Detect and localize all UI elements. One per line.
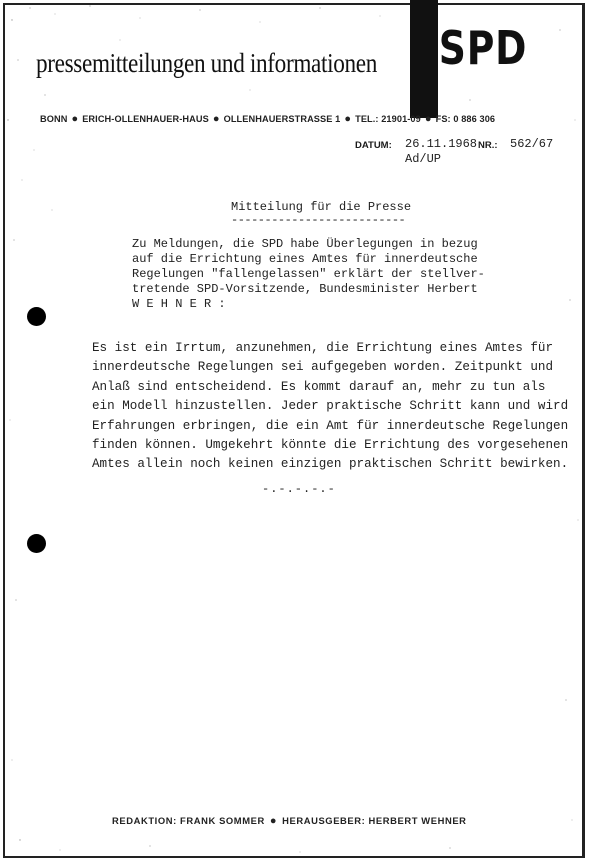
heading: Mitteilung für die Presse [231,200,412,214]
address-fs: FS: 0 886 306 [435,114,496,124]
statement-paragraph [92,339,569,475]
footer-line [112,815,467,827]
footer-publisher: HERAUSGEBER: HERBERT WEHNER [282,815,467,826]
address-city: BONN [40,114,68,124]
footer-editor: REDAKTION: FRANK SOMMER [112,815,265,826]
end-separator: -.-.-.-.- [262,482,336,496]
body-line: ein Modell hinzustellen. Jeder praktische Schritt kann und wird [92,399,569,414]
datum-label: DATUM: [355,140,392,151]
intro-line: tretende SPD-Vorsitzende, Bundesminister Herbert [132,282,478,296]
logo-text: SPD [438,21,528,75]
datum-value: 26.11.1968 [405,137,478,151]
nr-label: NR.: [478,140,498,151]
intro-paragraph [132,237,512,312]
address-tel: TEL.: 21901-09 [355,114,421,124]
nr-value: 562/67 [510,137,554,151]
bullet-icon: ● [344,113,352,125]
punch-hole [27,307,46,326]
body-line: Es ist ein Irrtum, anzunehmen, die Errichtung eines Amtes für [92,341,554,355]
intro-line: Zu Meldungen, die SPD habe Überlegungen in bezug [132,237,478,251]
bullet-icon: ● [71,113,79,125]
intro-line: W E H N E R : [132,297,226,311]
reference-code: Ad/UP [405,152,442,166]
bullet-icon: ● [269,815,278,827]
intro-line: auf die Errichtung eines Amtes für innerdeutsche [132,252,478,266]
address-line [40,113,560,125]
intro-line: Regelungen "fallengelassen" erklärt der stellver- [132,267,485,281]
body-line: Erfahrungen erbringen, die ein Amt für innerdeutsche Regelungen [92,418,569,433]
address-street: OLLENHAUERSTRASSE 1 [223,114,341,124]
body-line: finden können. Umgekehrt könnte die Errichtung des vorgesehenen [92,438,569,453]
body-line: Amtes allein noch keinen einzigen praktischen Schritt bewirken. [92,457,569,472]
masthead-title: pressemitteilungen und informationen [36,48,378,78]
bullet-icon: ● [424,113,432,125]
punch-hole [27,534,46,553]
logo-bar [410,0,438,118]
bullet-icon: ● [212,113,220,125]
body-line: innerdeutsche Regelungen sei aufgegeben worden. Zeitpunkt und [92,360,554,375]
address-building: ERICH-OLLENHAUER-HAUS [82,114,209,124]
heading-underline: -------------------------- [231,213,406,227]
body-line: Anlaß sind entscheidend. Es kommt darauf an, mehr zu tun als [92,379,546,394]
spd-logo [438,10,528,86]
